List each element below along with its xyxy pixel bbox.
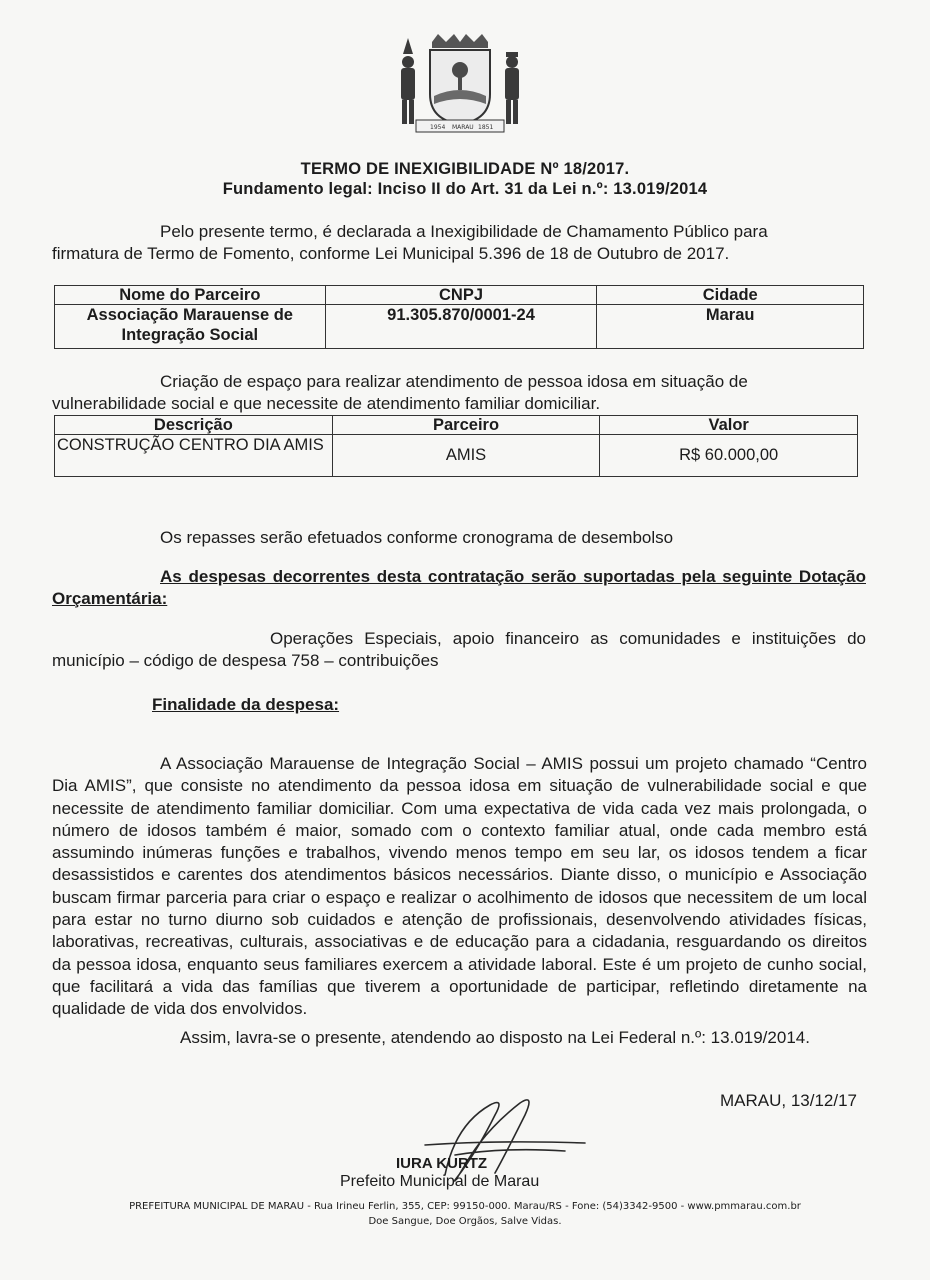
partner-city-cell: Marau [597, 305, 864, 349]
finalidade-heading: Finalidade da despesa: [152, 695, 340, 714]
objective-paragraph: Criação de espaço para realizar atendimento de pessoa idosa em situação de vulnerabilidade social e que necessite de atendimento familiar domiciliar. [52, 372, 748, 413]
crest-motto-right: 1851 [478, 124, 494, 131]
legal-basis: Fundamento legal: Inciso II do Art. 31 da Lei n.º: 13.019/2014 [222, 180, 708, 198]
signatory-role: Prefeito Municipal de Marau [340, 1173, 540, 1190]
value-partner-cell: AMIS [332, 435, 600, 477]
dotacao-text: Operações Especiais, apoio financeiro as comunidades e instituições do município – código de despesa 758 – contribuições [52, 629, 866, 670]
partner-header-city: Cidade [597, 286, 864, 305]
value-header-amount: Valor [600, 416, 858, 435]
value-table [54, 415, 858, 477]
value-header-description: Descrição [55, 416, 333, 435]
document-title: TERMO DE INEXIGIBILIDADE Nº 18/2017. [300, 160, 630, 178]
intro-paragraph: Pelo presente termo, é declarada a Inexigibilidade de Chamamento Público para firmatura de Termo de Fomento, conforme Lei Municipal 5.396 de 18 de Outubro de 2017. [52, 222, 768, 263]
value-header-partner: Parceiro [332, 416, 600, 435]
finalidade-text: A Associação Marauense de Integração Social – AMIS possui um projeto chamado “Centro Dia AMIS”, que consiste no atendimento da pessoa idosa em situação de vulnerabilidade social e que necessite de atendimento familiar domiciliar. Com uma expectativa de vida cada vez mais prolongada, o número de idosos também é maior, somado com o contexto familiar atual, onde cada membro está assumindo inúmeras funções e trabalhos, vivendo menos tempo em seu lar, os idosos tendem a ficar desassistidos e carentes dos atendimentos básicos necessários. Diante disso, o município e Associação buscam firmar parceria para criar o espaço e realizar o acolhimento de idosos que necessitem de um local para estar no turno diurno sob cuidados e atenção de profissionais, desenvolvendo atividades físicas, laborativas, recreativas, culturais, associativas e de educação para a cidadania, resguardando os direitos da pessoa idosa, enquanto seus familiares exercem a atividade laboral. Este é um projeto de cunho social, que facilitará a vida das famílias que tiverem a oportunidade de participar, refletindo diretamente na qualidade de vida dos envolvidos. [52, 754, 867, 1019]
footer-address: PREFEITURA MUNICIPAL DE MARAU - Rua Irineu Ferlin, 355, CEP: 99150-000. Marau/RS - Fone: (54)3342-9500 - www.pmmarau.com.br [129, 1201, 801, 1212]
value-amount-cell: R$ 60.000,00 [600, 435, 858, 477]
place-date: MARAU, 13/12/17 [720, 1091, 858, 1110]
dotacao-heading: As despesas decorrentes desta contratação serão suportadas pela seguinte Dotação Orçamentária: [52, 567, 866, 608]
closing-text: Assim, lavra-se o presente, atendendo ao disposto na Lei Federal n.º: 13.019/2014. [180, 1028, 810, 1047]
footer-slogan: Doe Sangue, Doe Orgãos, Salve Vidas. [368, 1216, 562, 1227]
partner-table [54, 285, 864, 349]
partner-header-name: Nome do Parceiro [55, 286, 326, 305]
partner-header-cnpj: CNPJ [325, 286, 597, 305]
partner-cnpj-cell: 91.305.870/0001-24 [325, 305, 597, 349]
value-description-cell: CONSTRUÇÃO CENTRO DIA AMIS [55, 435, 333, 477]
partner-name-cell: Associação Marauense de Integração Social [55, 305, 326, 349]
signatory-name: IURA KURTZ [396, 1155, 488, 1172]
municipal-crest-logo [390, 32, 530, 137]
crest-motto-left: 1954 [430, 124, 446, 131]
crest-motto-center: MARAU [452, 124, 474, 131]
repasses-text: Os repasses serão efetuados conforme cronograma de desembolso [160, 528, 674, 547]
